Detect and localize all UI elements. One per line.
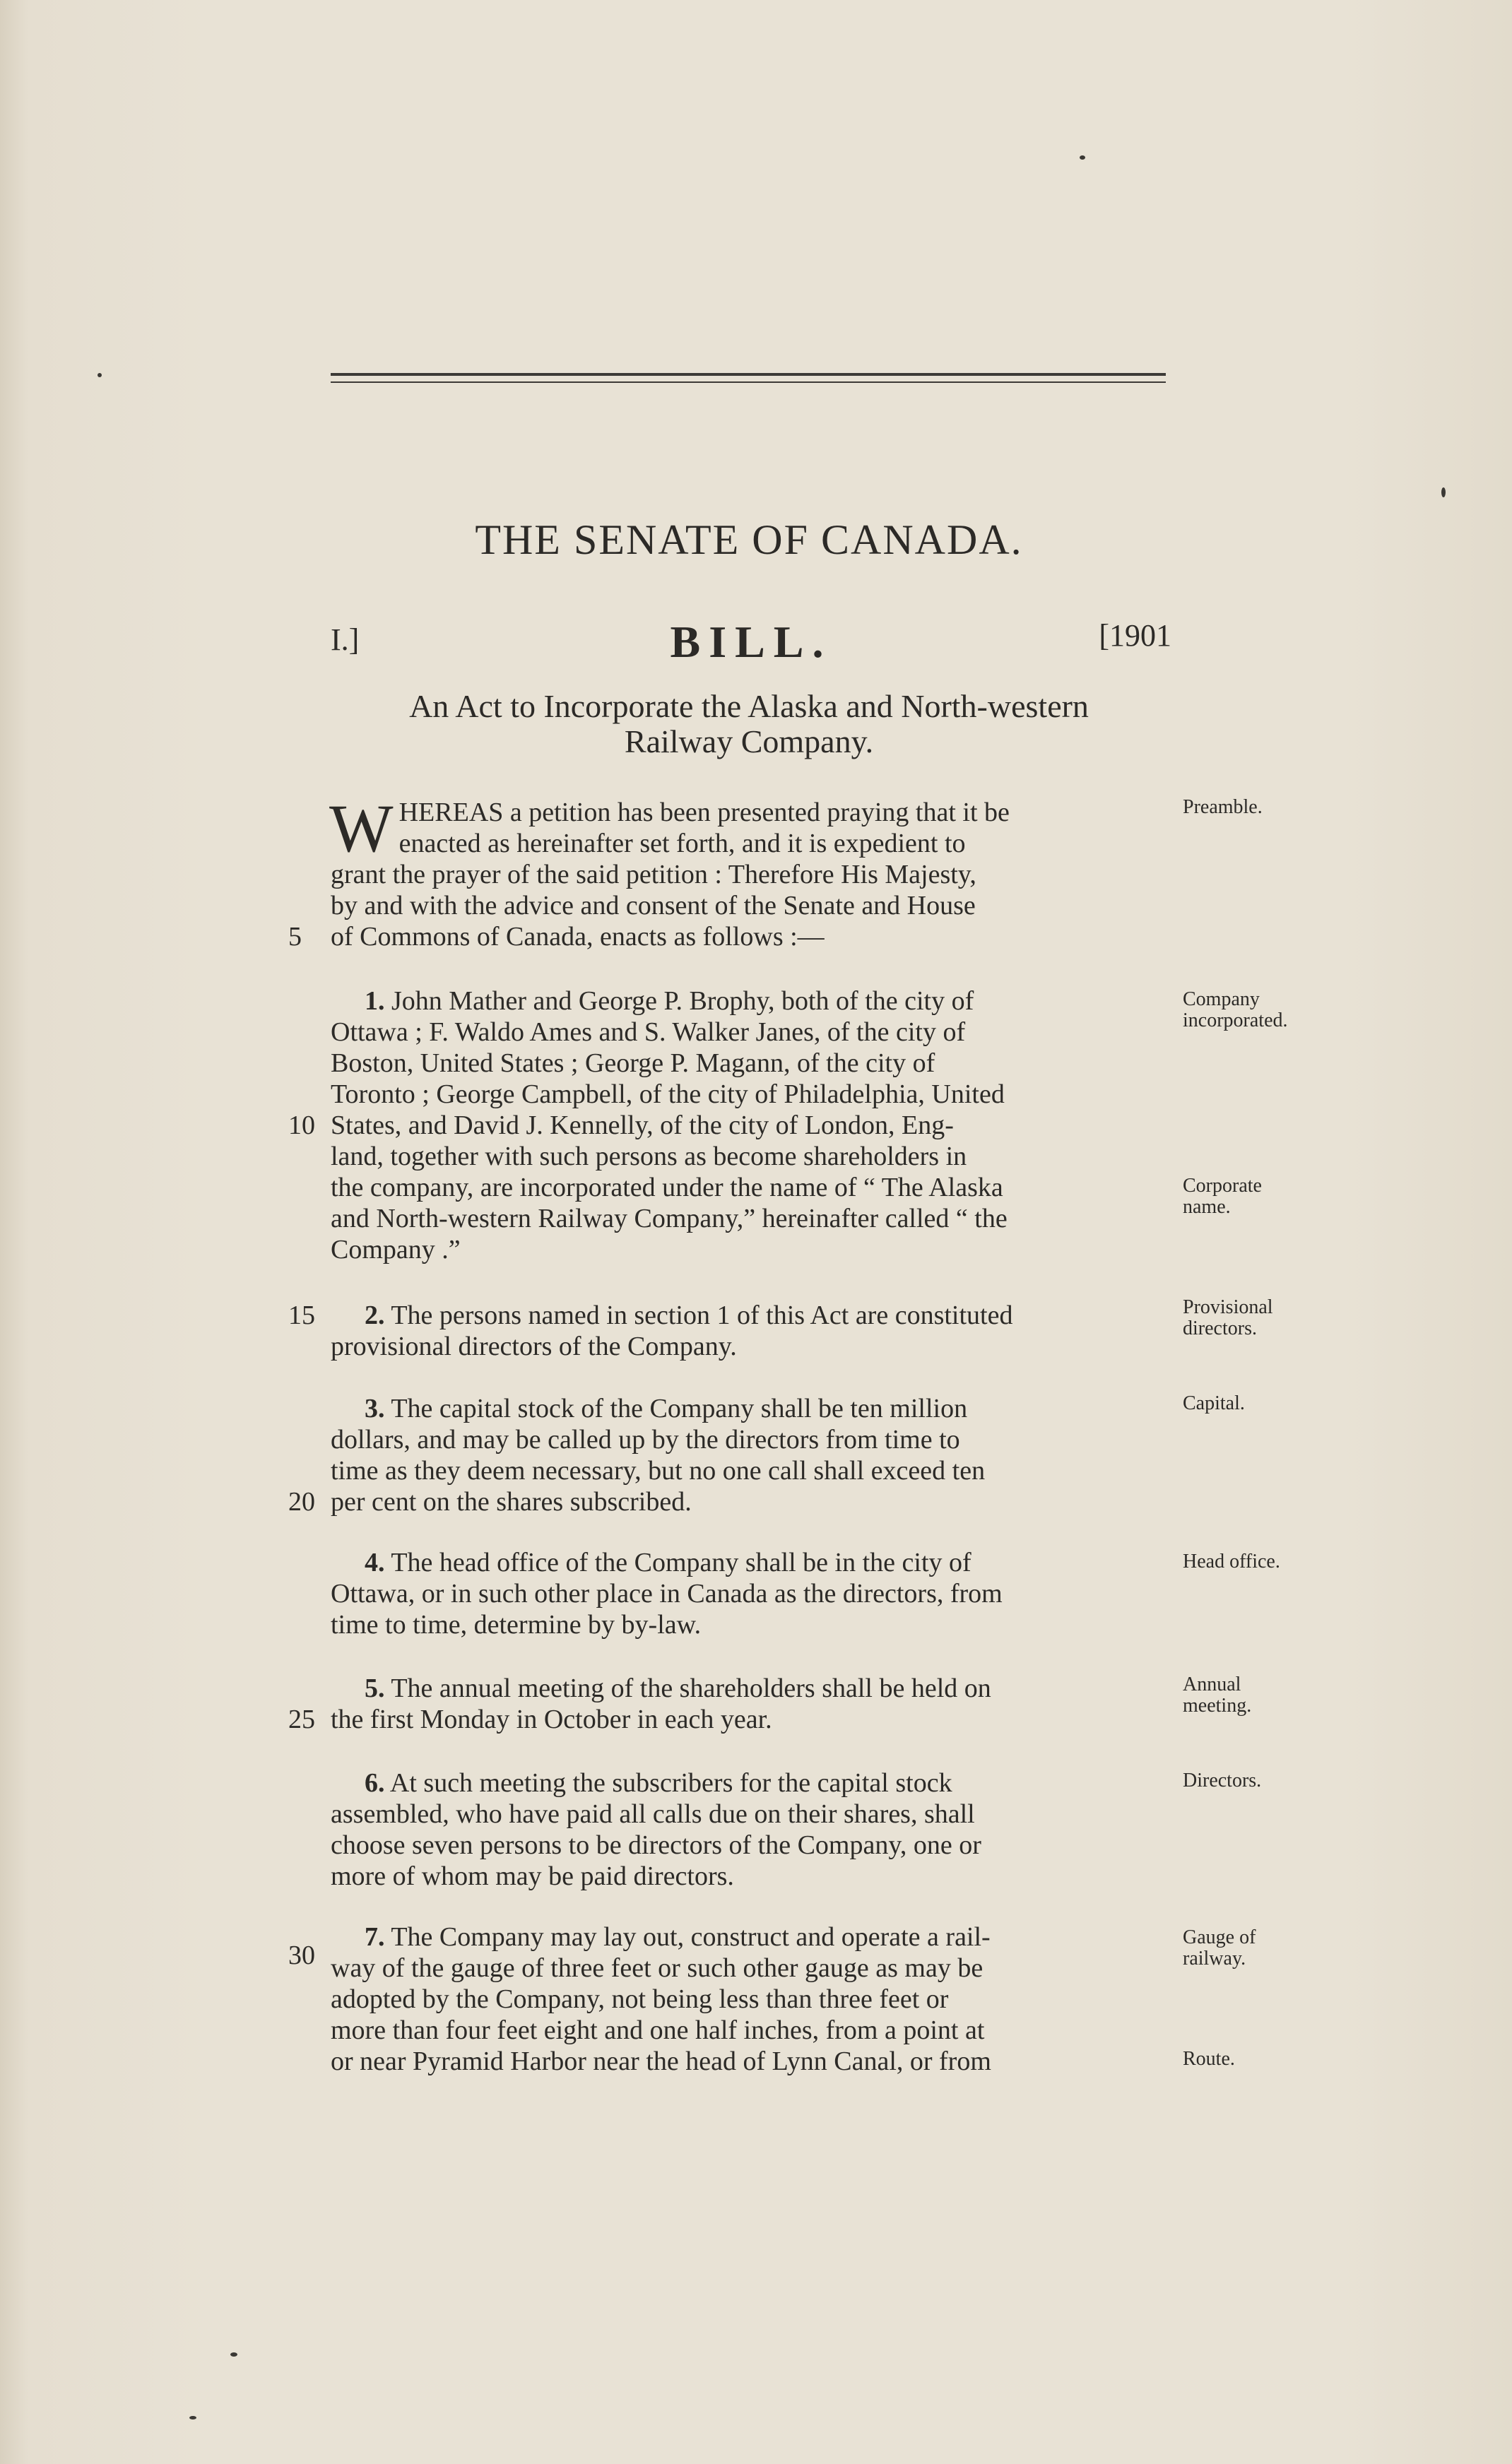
bill-header-row	[331, 616, 1171, 673]
body-line: choose seven persons to be directors of the Company, one or	[331, 1830, 981, 1860]
line-number: 25	[288, 1705, 315, 1734]
paper-speck	[1080, 155, 1085, 160]
body-line: 5. The annual meeting of the shareholders shall be held on	[365, 1674, 991, 1703]
margin-note-company-incorporated: Company	[1183, 988, 1260, 1010]
body-line: HEREAS a petition has been presented praying that it be	[398, 798, 1010, 827]
bill-year: [1901	[1099, 618, 1171, 653]
margin-note-annual-meeting: meeting.	[1183, 1695, 1252, 1717]
body-line: States, and David J. Kennelly, of the city of London, Eng-	[331, 1110, 954, 1140]
margin-note-capital: Capital.	[1183, 1392, 1245, 1414]
double-rule-top	[331, 373, 1166, 376]
body-line: 2. The persons named in section 1 of this Act are constituted	[365, 1301, 1013, 1330]
body-line: 4. The head office of the Company shall be in the city of	[365, 1548, 971, 1577]
body-line: per cent on the shares subscribed.	[331, 1487, 692, 1517]
section-2	[331, 1300, 1193, 1362]
body-line: more of whom may be paid directors.	[331, 1861, 734, 1891]
body-line: 7. The Company may lay out, construct and operate a rail-	[365, 1922, 991, 1952]
body-line: dollars, and may be called up by the directors from time to	[331, 1425, 960, 1455]
section-6	[331, 1767, 1193, 1892]
section-number: 7.	[365, 1922, 385, 1952]
body-line: way of the gauge of three feet or such other gauge as may be	[331, 1953, 984, 1983]
senate-heading: THE SENATE OF CANADA.	[475, 516, 1023, 563]
margin-note-preamble: Preamble.	[1183, 796, 1263, 818]
margin-note-provisional-directors: Provisional	[1183, 1296, 1273, 1318]
body-line: Boston, United States ; George P. Magann, of the city of	[331, 1048, 935, 1078]
paper-speck	[1441, 487, 1446, 497]
section-number: 1.	[365, 986, 385, 1016]
bill-title: BILL.	[670, 617, 832, 667]
margin-note-corporate-name: name.	[1183, 1196, 1231, 1218]
section-5	[331, 1673, 1193, 1735]
margin-note-gauge-of-railway: railway.	[1183, 1948, 1246, 1970]
margin-note-provisional-directors: directors.	[1183, 1317, 1257, 1339]
body-line: 1. John Mather and George P. Brophy, both of the city of	[365, 986, 974, 1016]
body-line: land, together with such persons as become shareholders in	[331, 1142, 967, 1171]
body-line: assembled, who have paid all calls due on their shares, shall	[331, 1799, 975, 1829]
paper-speck	[98, 373, 102, 377]
section-3	[331, 1393, 1193, 1517]
margin-note-gauge-of-railway: Gauge of	[1183, 1926, 1256, 1948]
line-number: 10	[288, 1110, 315, 1140]
body-line: Ottawa, or in such other place in Canada as the directors, from	[331, 1579, 1003, 1609]
section-number: 2.	[365, 1301, 385, 1330]
line-number: 5	[288, 922, 302, 952]
body-line: Toronto ; George Campbell, of the city of Philadelphia, United	[331, 1079, 1005, 1109]
line-number: 20	[288, 1487, 315, 1517]
margin-note-annual-meeting: Annual	[1183, 1674, 1241, 1695]
line-number: 15	[288, 1301, 315, 1330]
body-line: enacted as hereinafter set forth, and it is expedient to	[398, 829, 966, 858]
act-title	[325, 689, 1173, 759]
body-line: or near Pyramid Harbor near the head of Lynn Canal, or from	[331, 2047, 991, 2076]
section-number: 3.	[365, 1394, 385, 1423]
body-line: the company, are incorporated under the name of “ The Alaska	[331, 1173, 1003, 1202]
section-7	[331, 1921, 1193, 2077]
body-line: grant the prayer of the said petition : Therefore His Majesty,	[331, 860, 976, 889]
act-title-line: An Act to Incorporate the Alaska and North-western	[409, 688, 1089, 724]
margin-note-directors: Directors.	[1183, 1770, 1262, 1791]
margin-note-head-office: Head office.	[1183, 1551, 1280, 1572]
act-title-line: Railway Company.	[624, 723, 874, 759]
body-line: Ottawa ; F. Waldo Ames and S. Walker Janes, of the city of	[331, 1017, 966, 1047]
section-4	[331, 1547, 1193, 1640]
section-1	[331, 985, 1193, 1265]
body-line: the first Monday in October in each year.	[331, 1705, 772, 1734]
body-line: 3. The capital stock of the Company shall be ten million	[365, 1394, 968, 1423]
body-line: Company .”	[331, 1235, 461, 1264]
body-line: by and with the advice and consent of the Senate and House	[331, 891, 976, 920]
body-line: provisional directors of the Company.	[331, 1332, 737, 1361]
section-number: 4.	[365, 1548, 385, 1577]
drop-cap: W	[329, 790, 394, 866]
body-line: 6. At such meeting the subscribers for the capital stock	[365, 1768, 952, 1798]
section-number: 6.	[365, 1768, 385, 1798]
double-rule-bottom	[331, 381, 1166, 383]
section-number: 5.	[365, 1674, 385, 1703]
body-line: of Commons of Canada, enacts as follows :—	[331, 922, 825, 952]
body-line: time as they deem necessary, but no one call shall exceed ten	[331, 1456, 986, 1486]
margin-note-route: Route.	[1183, 2048, 1235, 2070]
margin-note-corporate-name: Corporate	[1183, 1175, 1262, 1197]
paper-speck	[189, 2416, 196, 2419]
paper-speck	[230, 2352, 237, 2357]
body-line: more than four feet eight and one half inches, from a point at	[331, 2015, 985, 2045]
preamble	[329, 790, 1193, 952]
body-line: adopted by the Company, not being less than three feet or	[331, 1984, 949, 2014]
line-number: 30	[288, 1941, 315, 1970]
margin-note-company-incorporated: incorporated.	[1183, 1009, 1288, 1031]
body-line: time to time, determine by by-law.	[331, 1610, 702, 1640]
bill-number: I.]	[331, 622, 360, 657]
body-line: and North-western Railway Company,” hereinafter called “ the	[331, 1204, 1008, 1233]
